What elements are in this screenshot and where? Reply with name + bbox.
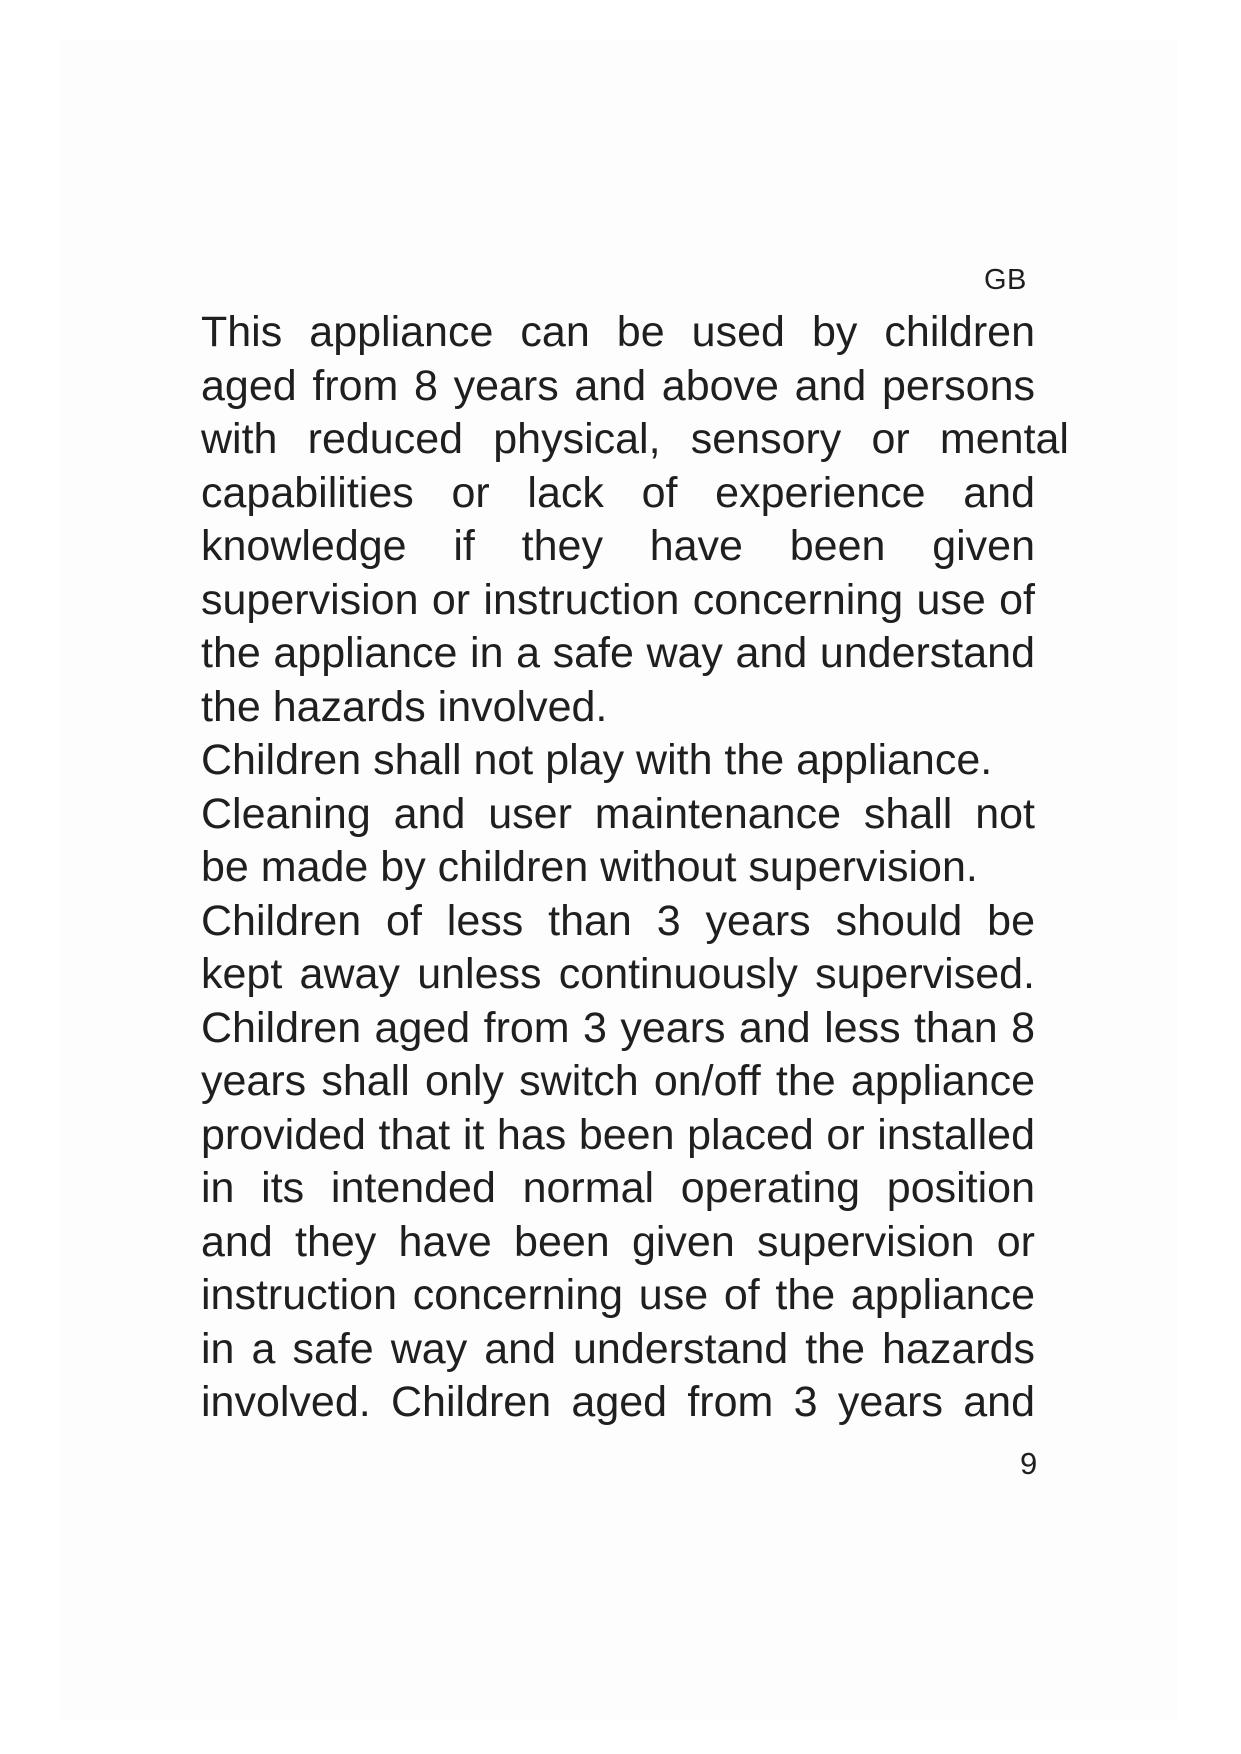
text-line: involved. Children aged from 3 years and: [201, 1378, 1035, 1426]
text-line: capabilities or lack of experience and: [201, 468, 1035, 517]
text-line: Cleaning and user maintenance shall not: [201, 789, 1035, 838]
text-line: Children aged from 3 years and less than 8: [201, 1003, 1035, 1052]
text-line: be made by children without supervision.: [201, 843, 978, 891]
text-line: knowledge if they have been given: [201, 522, 1035, 570]
text-line: Children of less than 3 years should be: [201, 896, 1035, 945]
text-line: with reduced physical, sensory or mental: [201, 415, 1069, 463]
text-line: provided that it has been placed or installed: [201, 1110, 1035, 1159]
safety-instructions-text: [201, 306, 1069, 1430]
text-line: in a safe way and understand the hazards: [201, 1324, 1035, 1373]
text-line: years shall only switch on/off the appliance: [201, 1057, 1035, 1105]
text-line: the hazards involved.: [201, 682, 608, 731]
page-number: 9: [1020, 1446, 1038, 1481]
text-line: the appliance in a safe way and understand: [201, 629, 1035, 677]
text-line: This appliance can be used by children: [201, 308, 1035, 356]
text-line: instruction concerning use of the appliance: [201, 1271, 1035, 1319]
language-code: GB: [984, 264, 1027, 296]
text-line: and they have been given supervision or: [201, 1217, 1035, 1266]
text-line: aged from 8 years and above and persons: [201, 361, 1035, 410]
text-line: Children shall not play with the appliance.: [201, 736, 993, 784]
text-line: kept away unless continuously supervised.: [201, 950, 1035, 998]
text-line: in its intended normal operating position: [201, 1164, 1035, 1212]
text-line: supervision or instruction concerning use of: [201, 575, 1035, 624]
